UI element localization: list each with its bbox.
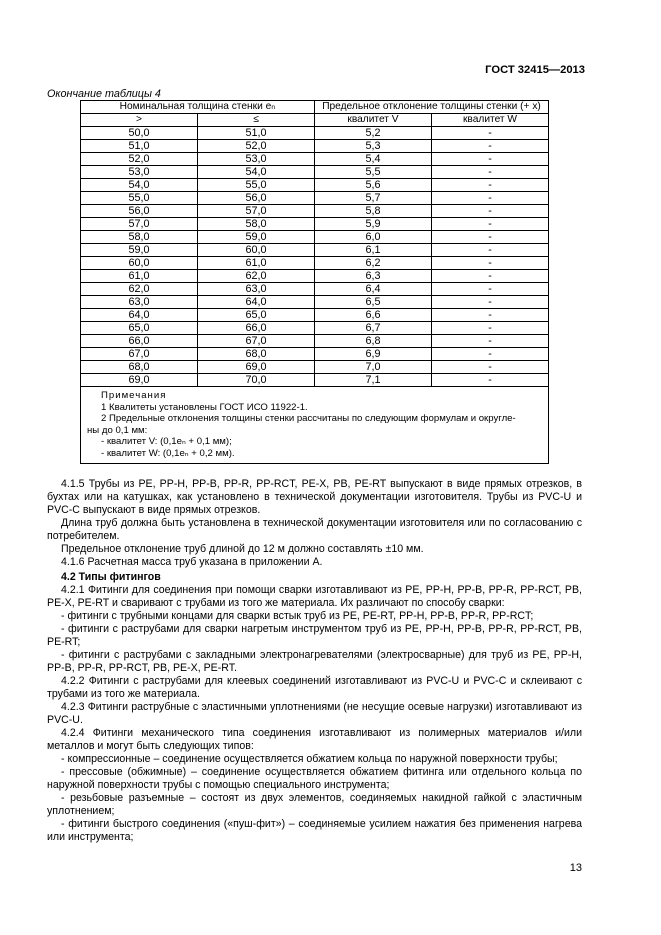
body-paragraph: - компрессионные – соединение осуществляется обжатием кольца по наружной поверхности трубы; <box>61 753 558 765</box>
table-cell: 59,0 <box>81 244 198 257</box>
table-notes <box>81 387 549 464</box>
table-cell: - <box>432 257 549 270</box>
table-cell: 67,0 <box>81 348 198 361</box>
table-cell: - <box>432 374 549 387</box>
table-notes-row <box>81 387 549 464</box>
table-cell: 60,0 <box>81 257 198 270</box>
table-header-row-2 <box>81 114 549 127</box>
table-row <box>81 348 549 361</box>
table-cell: 70,0 <box>198 374 315 387</box>
table-cell: - <box>432 231 549 244</box>
notes-title: Примечания <box>101 390 167 401</box>
table-cell: 5,2 <box>315 127 432 140</box>
table-row <box>81 361 549 374</box>
table-row <box>81 322 549 335</box>
table-row <box>81 166 549 179</box>
table-cell: - <box>432 309 549 322</box>
table-row <box>81 335 549 348</box>
table-row <box>81 218 549 231</box>
table-row <box>81 309 549 322</box>
table-row <box>81 127 549 140</box>
table-cell: 6,0 <box>315 231 432 244</box>
body-paragraph: 4.1.6 Расчетная масса труб указана в приложении А. <box>61 556 323 568</box>
table-cell: 6,7 <box>315 322 432 335</box>
table-cell: 5,9 <box>315 218 432 231</box>
table-row <box>81 205 549 218</box>
table-cell: - <box>432 322 549 335</box>
table-cell: 5,7 <box>315 192 432 205</box>
table-cell: 6,1 <box>315 244 432 257</box>
table-cell: 51,0 <box>198 127 315 140</box>
table-row <box>81 153 549 166</box>
table-cell: 55,0 <box>81 192 198 205</box>
table-cell: 56,0 <box>81 205 198 218</box>
note-2b: ны до 0,1 мм: <box>87 424 148 436</box>
table-cell: 52,0 <box>81 153 198 166</box>
table-cell: 6,6 <box>315 309 432 322</box>
table-cell: 54,0 <box>198 166 315 179</box>
table-cell: 6,9 <box>315 348 432 361</box>
table-cell: - <box>432 166 549 179</box>
table-cell: 62,0 <box>81 283 198 296</box>
table-cell: 5,4 <box>315 153 432 166</box>
table-cell: 63,0 <box>81 296 198 309</box>
table-cell: 53,0 <box>81 166 198 179</box>
table-header-row-1 <box>81 101 549 114</box>
body-paragraph: Длина труб должна быть установлена в технической документации изготовителя или по согласованию с потребителем. <box>47 517 582 542</box>
table-row <box>81 283 549 296</box>
table-cell: 59,0 <box>198 231 315 244</box>
body-paragraph: - прессовые (обжимные) – соединение осуществляется обжатием фитинга или отдельного кольца по наружной поверхности трубы с помощью специального инструмента; <box>47 766 582 791</box>
table-cell: 55,0 <box>198 179 315 192</box>
body-paragraph: - фитинги быстрого соединения («пуш-фит») – соединяемые усилием нажатия без применения нагрева или инструмента; <box>47 818 582 843</box>
table-cell: 68,0 <box>198 348 315 361</box>
table-cell: - <box>432 140 549 153</box>
table-cell: 64,0 <box>81 309 198 322</box>
table-row <box>81 179 549 192</box>
header-le: ≤ <box>198 114 315 127</box>
note-4: - квалитет W: (0,1eₙ + 0,2 мм). <box>101 447 235 459</box>
table-cell: 6,5 <box>315 296 432 309</box>
table-cell: 5,5 <box>315 166 432 179</box>
table-cell: 51,0 <box>81 140 198 153</box>
table-cell: 57,0 <box>81 218 198 231</box>
body-paragraph: - резьбовые разъемные – состоят из двух элементов, соединяемых накидной гайкой с эластичным уплотнением; <box>47 792 582 817</box>
table-cell: - <box>432 218 549 231</box>
table-cell: 61,0 <box>81 270 198 283</box>
table-cell: 58,0 <box>198 218 315 231</box>
table-cell: - <box>432 270 549 283</box>
note-3: - квалитет V: (0,1eₙ + 0,1 мм); <box>101 436 232 448</box>
table-cell: 6,8 <box>315 335 432 348</box>
body-paragraph: - фитинги с раструбами с закладными электронагревателями (электросварные) для труб из PE, PP-H, PP-B, PP-R, PP-RCT, PB, PE-X, PE-RT. <box>47 649 582 674</box>
table-cell: 6,4 <box>315 283 432 296</box>
table-cell: - <box>432 335 549 348</box>
table-cell: 50,0 <box>81 127 198 140</box>
table-cell: 7,1 <box>315 374 432 387</box>
table-cell: 57,0 <box>198 205 315 218</box>
body-paragraph: Предельное отклонение труб длиной до 12 м должно составлять ±10 мм. <box>61 543 424 555</box>
body-paragraph: 4.2.1 Фитинги для соединения при помощи сварки изготавливают из PE, PP-H, PP-B, PP-R, PP-RCT, PB, PE-X, PE-RT и сваривают с трубами из того же материала. Их различают по способу сварки: <box>47 584 582 609</box>
table-cell: - <box>432 244 549 257</box>
body-paragraph: 4.1.5 Трубы из PE, PP-H, PP-B, PP-R, PP-RCT, PE-X, PB, PE-RT выпускают в виде прямых отрезков, в бухтах или на катушках, как установлено в технической документации изготовителя. Трубы из PVC-U и PVC-C выпускают в виде прямых отрезков. <box>47 478 582 516</box>
table-cell: - <box>432 153 549 166</box>
table-row <box>81 270 549 283</box>
header-gt: > <box>81 114 198 127</box>
note-1: 1 Квалитеты установлены ГОСТ ИСО 11922-1. <box>101 401 308 413</box>
page-number: 13 <box>569 862 582 874</box>
table-cell: 65,0 <box>198 309 315 322</box>
table-cell: 62,0 <box>198 270 315 283</box>
table-row <box>81 140 549 153</box>
section-heading: 4.2 Типы фитингов <box>61 571 161 583</box>
table-row <box>81 231 549 244</box>
table-cell: 56,0 <box>198 192 315 205</box>
table-cell: 52,0 <box>198 140 315 153</box>
table-row <box>81 296 549 309</box>
table-cell: - <box>432 361 549 374</box>
table-cell: 7,0 <box>315 361 432 374</box>
header-grade-v: квалитет V <box>315 114 432 127</box>
table-row <box>81 257 549 270</box>
body-paragraph: - фитинги с раструбами для сварки нагретым инструментом труб из PE, PP-H, PP-B, PP-R, PP-RCT, PB, PE-RT; <box>47 623 582 648</box>
table-cell: 67,0 <box>198 335 315 348</box>
body-paragraph: - фитинги с трубными концами для сварки встык труб из PE, PE-RT, PP-H, PP-B, PP-R, PP-RCT; <box>61 610 534 622</box>
table-cell: 64,0 <box>198 296 315 309</box>
document-id: ГОСТ 32415—2013 <box>485 64 585 76</box>
table-cell: - <box>432 179 549 192</box>
table-cell: - <box>432 205 549 218</box>
table-cell: 69,0 <box>198 361 315 374</box>
table-body <box>81 127 549 387</box>
table-cell: 63,0 <box>198 283 315 296</box>
table-row <box>81 244 549 257</box>
table-cell: 5,3 <box>315 140 432 153</box>
table-cell: 6,3 <box>315 270 432 283</box>
body-paragraph: 4.2.4 Фитинги механического типа соединения изготавливают из полимерных материалов и/или металлов и могут быть следующих типов: <box>47 727 582 752</box>
header-nominal-thickness: Номинальная толщина стенки eₙ <box>81 101 315 114</box>
table-cell: 65,0 <box>81 322 198 335</box>
table-cell: 60,0 <box>198 244 315 257</box>
table-cell: - <box>432 127 549 140</box>
body-text <box>47 478 582 844</box>
table-cell: 6,2 <box>315 257 432 270</box>
tolerance-table <box>80 100 549 464</box>
table-cell: 54,0 <box>81 179 198 192</box>
body-paragraph: 4.2.3 Фитинги раструбные с эластичными уплотнениями (не несущие осевые нагрузки) изготавливают из PVC-U. <box>47 701 582 726</box>
table-cell: 66,0 <box>81 335 198 348</box>
table-cell: 69,0 <box>81 374 198 387</box>
table-cell: 5,8 <box>315 205 432 218</box>
note-2a: 2 Предельные отклонения толщины стенки рассчитаны по следующим формулам и округле- <box>101 413 516 425</box>
table-cell: 61,0 <box>198 257 315 270</box>
table-cell: - <box>432 296 549 309</box>
table-row <box>81 192 549 205</box>
header-tolerance: Предельное отклонение толщины стенки (+ x) <box>315 101 549 114</box>
table-cell: 68,0 <box>81 361 198 374</box>
table-cell: - <box>432 348 549 361</box>
table-cell: 53,0 <box>198 153 315 166</box>
table-cell: 5,6 <box>315 179 432 192</box>
table-caption: Окончание таблицы 4 <box>47 88 161 100</box>
table-cell: - <box>432 283 549 296</box>
table-cell: 58,0 <box>81 231 198 244</box>
table-row <box>81 374 549 387</box>
table-cell: 66,0 <box>198 322 315 335</box>
body-paragraph: 4.2.2 Фитинги с раструбами для клеевых соединений изготавливают из PVC-U и PVC-C и склеивают с трубами из того же материала. <box>47 675 582 700</box>
header-grade-w: квалитет W <box>432 114 549 127</box>
table-cell: - <box>432 192 549 205</box>
